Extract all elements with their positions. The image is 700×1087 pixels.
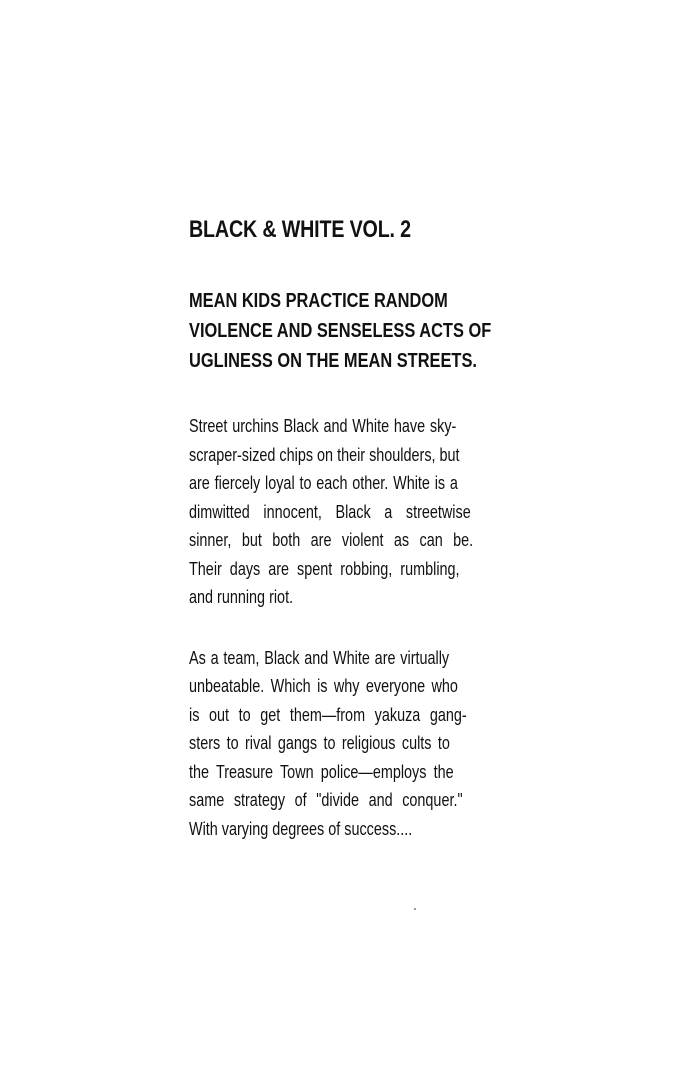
headline-line: VIOLENCE AND SENSELESS ACTS OF	[189, 320, 492, 342]
tagline-headline	[189, 286, 549, 376]
paragraph-line: sters to rival gangs to religious cults to	[189, 733, 450, 753]
synopsis-paragraph-2	[189, 644, 549, 844]
paragraph-line: unbeatable. Which is why everyone who	[189, 676, 458, 696]
paragraph-line: Their days are spent robbing, rumbling,	[189, 558, 460, 579]
paragraph-line: same strategy of "divide and conquer."	[189, 790, 463, 810]
paragraph-line: are fiercely loyal to each other. White is a	[189, 473, 458, 493]
paragraph-line: the Treasure Town police—employs the	[189, 761, 454, 782]
paragraph-line: is out to get them—from yakuza gang-	[189, 704, 467, 725]
paragraph-line: As a team, Black and White are virtually	[189, 647, 450, 668]
paragraph-line: sinner, but both are violent as can be.	[189, 530, 474, 550]
book-title: BLACK & WHITE VOL. 2	[189, 216, 411, 243]
paragraph-line: scraper-sized chips on their shoulders, but	[189, 444, 460, 465]
headline-line: MEAN KIDS PRACTICE RANDOM	[189, 290, 448, 312]
cover-text-block	[189, 214, 549, 843]
paragraph-line: Street urchins Black and White have sky-	[189, 416, 457, 436]
synopsis-paragraph-1	[189, 412, 549, 612]
paragraph-line: With varying degrees of success....	[189, 818, 413, 839]
headline-line: UGLINESS ON THE MEAN STREETS.	[189, 350, 477, 372]
paragraph-line: dimwitted innocent, Black a streetwise	[189, 501, 471, 522]
print-speck	[414, 908, 416, 910]
paragraph-line: and running riot.	[189, 587, 294, 607]
